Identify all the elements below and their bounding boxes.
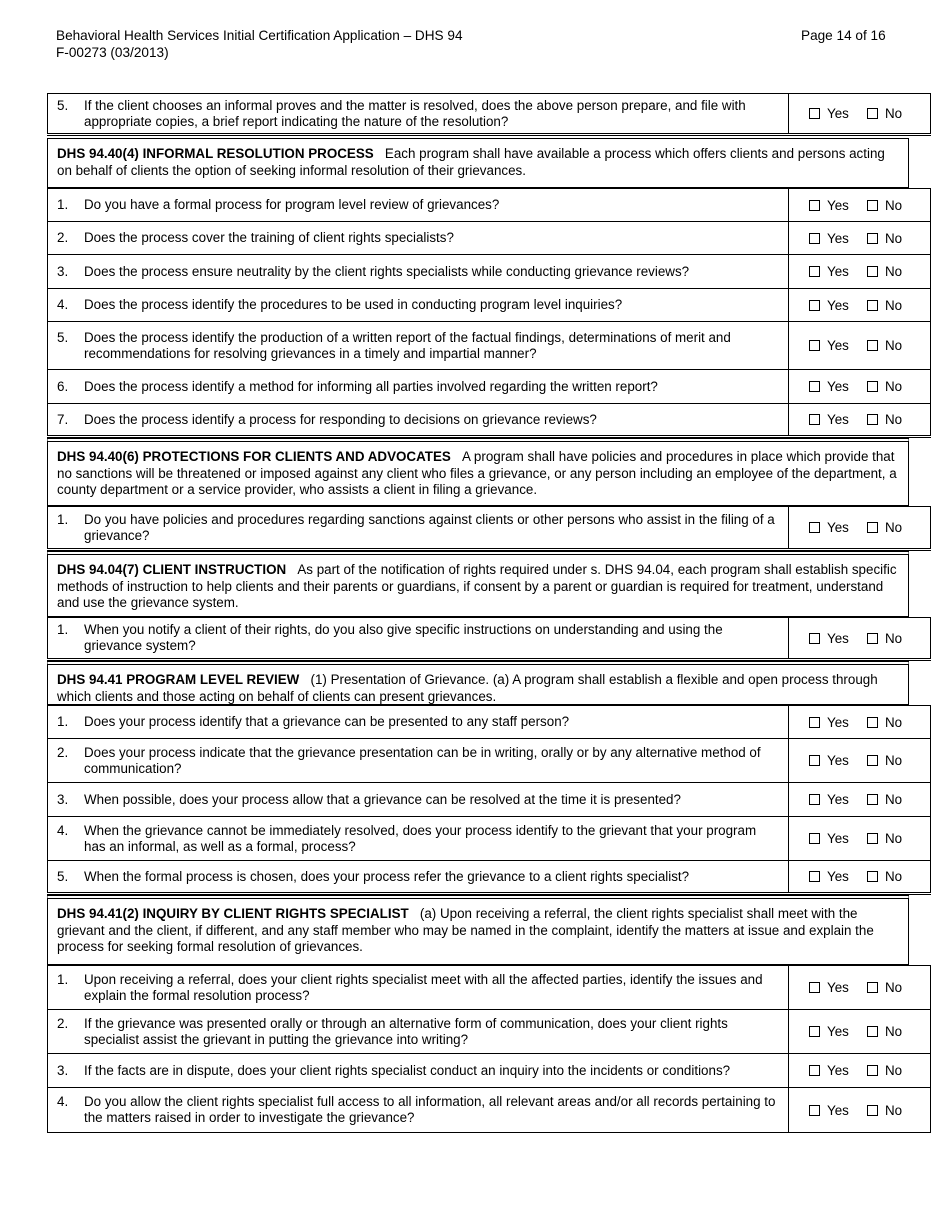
section-intro-text: (a) Upon receiving a referral, the client rights specialist shall meet with the grievant and the client, if different, and any staff member who may be named in the complaint, identify the matters at issue and explain the process for seeking formal resolution of grievances.: [57, 906, 874, 954]
yes-option[interactable]: Yes: [809, 869, 853, 884]
no-checkbox[interactable]: [867, 794, 878, 805]
question-text: When possible, does your process allow that a grievance can be resolved at the time it is presented?: [84, 791, 681, 807]
yes-checkbox[interactable]: [809, 266, 820, 277]
question-number: 5.: [57, 868, 69, 884]
question-text: Do you allow the client rights specialist full access to all information, all relevant areas and/or all records pertaining to the matters raised in order to investigate the grievance?: [84, 1094, 776, 1125]
no-option[interactable]: No: [867, 106, 911, 121]
yes-option[interactable]: Yes: [809, 338, 853, 353]
yes-option[interactable]: Yes: [809, 1063, 853, 1078]
yes-checkbox[interactable]: [809, 340, 820, 351]
no-checkbox[interactable]: [867, 1065, 878, 1076]
question-row: [48, 618, 931, 660]
yes-checkbox[interactable]: [809, 200, 820, 211]
yes-option[interactable]: Yes: [809, 520, 853, 535]
yes-checkbox[interactable]: [809, 982, 820, 993]
section-intro-text: A program shall have policies and procedures in place which provide that no sanctions will be threatened or imposed against any client who files a grievance, or any person including an employee of the department, a county department or a service provider, who assists a client in filing a grievance.: [57, 449, 897, 497]
question-number: 3.: [57, 791, 69, 807]
question-text: Do you have a formal process for program level review of grievances?: [84, 197, 500, 212]
yes-checkbox[interactable]: [809, 522, 820, 533]
question-row: [48, 1088, 931, 1133]
question-row: [48, 783, 931, 817]
question-text: Does the process identify a process for responding to decisions on grievance reviews?: [84, 411, 597, 427]
question-row: [48, 255, 931, 289]
question-number: 1.: [57, 622, 69, 637]
question-row: [48, 289, 931, 322]
continued-question-block: [47, 93, 909, 136]
yes-option[interactable]: Yes: [809, 231, 853, 246]
yes-checkbox[interactable]: [809, 633, 820, 644]
question-row: [48, 706, 931, 739]
no-checkbox[interactable]: [867, 266, 878, 277]
no-option[interactable]: No: [867, 1063, 911, 1078]
no-checkbox[interactable]: [867, 414, 878, 425]
question-number: 6.: [57, 378, 69, 394]
question-row: [48, 370, 931, 404]
yes-option[interactable]: Yes: [809, 298, 853, 313]
no-checkbox[interactable]: [867, 982, 878, 993]
question-row: [48, 189, 931, 222]
question-row: [48, 1010, 931, 1054]
no-option[interactable]: No: [867, 379, 911, 394]
yes-option[interactable]: Yes: [809, 1024, 853, 1039]
section-code: DHS 94.40(6) PROTECTIONS FOR CLIENTS AND ADVOCATES: [57, 449, 451, 464]
question-text: If the facts are in dispute, does your client rights specialist conduct an inquiry into the incidents or conditions?: [84, 1062, 731, 1078]
yes-option[interactable]: Yes: [809, 715, 853, 730]
yes-checkbox[interactable]: [809, 1065, 820, 1076]
yes-checkbox[interactable]: [809, 755, 820, 766]
no-checkbox[interactable]: [867, 300, 878, 311]
question-number: 1.: [57, 511, 69, 527]
section-code: DHS 94.40(4) INFORMAL RESOLUTION PROCESS: [57, 146, 374, 161]
no-option[interactable]: No: [867, 264, 911, 279]
no-option[interactable]: No: [867, 338, 911, 353]
section-block: [47, 438, 909, 551]
question-number: 7.: [57, 411, 69, 427]
question-row: [48, 94, 931, 135]
yes-option[interactable]: Yes: [809, 379, 853, 394]
section-intro: [47, 661, 909, 705]
section-intro: [47, 438, 909, 506]
no-checkbox[interactable]: [867, 755, 878, 766]
form-number: F-00273 (03/2013): [56, 45, 169, 60]
yes-option[interactable]: Yes: [809, 831, 853, 846]
question-number: 5.: [57, 329, 69, 345]
yes-option[interactable]: Yes: [809, 264, 853, 279]
question-text: If the client chooses an informal proves and the matter is resolved, does the above person prepare, and file with appropriate copies, a brief report indicating the nature of the resolution?: [84, 97, 746, 129]
question-text: When the grievance cannot be immediately resolved, does your process identify to the grievant that your program has an informal, as well as a formal, process?: [84, 822, 757, 854]
no-option[interactable]: No: [867, 1103, 911, 1118]
no-option[interactable]: No: [867, 792, 911, 807]
section-intro-text: As part of the notification of rights required under s. DHS 94.04, each program shall establish specific methods of instruction to help clients and their parents or guardians, if consent by a parent or guardian is required for treatment, understand and use the grievance system.: [57, 562, 897, 610]
form-sections: [47, 138, 909, 1133]
question-text: Does your process identify that a grievance can be presented to any staff person?: [84, 714, 570, 729]
section-intro: [47, 138, 909, 188]
question-text: Does the process identify the production of a written report of the factual findings, determinations of merit and recommendations for resolving grievances in a timely and impartial manner?: [84, 329, 731, 361]
section-intro: [47, 551, 909, 617]
yes-option[interactable]: Yes: [809, 631, 853, 646]
question-number: 2.: [57, 744, 69, 760]
question-text: Does the process identify a method for informing all parties involved regarding the written report?: [84, 378, 658, 394]
yes-checkbox[interactable]: [809, 871, 820, 882]
no-option[interactable]: No: [867, 869, 911, 884]
yes-option[interactable]: Yes: [809, 980, 853, 995]
question-number: 2.: [57, 230, 69, 245]
no-checkbox[interactable]: [867, 381, 878, 392]
section-block: [47, 661, 909, 895]
question-number: 4.: [57, 1094, 69, 1109]
section-code: DHS 94.41(2) INQUIRY BY CLIENT RIGHTS SPECIALIST: [57, 906, 409, 921]
question-text: Does the process ensure neutrality by the client rights specialists while conducting grievance reviews?: [84, 263, 690, 279]
question-text: Does your process indicate that the grievance presentation can be in writing, orally or by any alternative method of communication?: [84, 744, 761, 776]
yes-option[interactable]: Yes: [809, 198, 853, 213]
yes-option[interactable]: Yes: [809, 792, 853, 807]
yes-checkbox[interactable]: [809, 833, 820, 844]
yes-option[interactable]: Yes: [809, 412, 853, 427]
section-code: DHS 94.41 PROGRAM LEVEL REVIEW: [57, 672, 300, 687]
question-row: [48, 861, 931, 894]
no-checkbox[interactable]: [867, 108, 878, 119]
yes-checkbox[interactable]: [809, 1105, 820, 1116]
yes-checkbox[interactable]: [809, 794, 820, 805]
no-checkbox[interactable]: [867, 633, 878, 644]
no-checkbox[interactable]: [867, 1026, 878, 1037]
yes-checkbox[interactable]: [809, 300, 820, 311]
no-option[interactable]: No: [867, 412, 911, 427]
yes-option[interactable]: Yes: [809, 753, 853, 768]
question-text: When the formal process is chosen, does your process refer the grievance to a client rights specialist?: [84, 868, 690, 884]
no-option[interactable]: No: [867, 198, 911, 213]
question-number: 3.: [57, 263, 69, 279]
question-row: [48, 817, 931, 861]
yes-checkbox[interactable]: [809, 1026, 820, 1037]
yes-checkbox[interactable]: [809, 414, 820, 425]
question-row: [48, 739, 931, 783]
no-checkbox[interactable]: [867, 871, 878, 882]
question-number: 1.: [57, 971, 69, 987]
question-number: 4.: [57, 822, 69, 838]
no-checkbox[interactable]: [867, 717, 878, 728]
section-intro-text: Each program shall have available a process which offers clients and persons acting on behalf of clients the option of seeking informal resolution of their grievances.: [57, 146, 885, 178]
no-option[interactable]: No: [867, 980, 911, 995]
form-title: Behavioral Health Services Initial Certification Application – DHS 94: [56, 28, 463, 43]
page-header: [56, 27, 463, 61]
yes-option[interactable]: Yes: [809, 1103, 853, 1118]
question-text: If the grievance was presented orally or through an alternative form of communication, does your client rights specialist assist the grievant in putting the grievance into writing?: [84, 1015, 728, 1047]
no-option[interactable]: No: [867, 1024, 911, 1039]
question-number: 1.: [57, 197, 69, 212]
yes-checkbox[interactable]: [809, 381, 820, 392]
no-option[interactable]: No: [867, 831, 911, 846]
question-row: [48, 966, 931, 1010]
no-option[interactable]: No: [867, 753, 911, 768]
page-number: Page 14 of 16: [801, 28, 886, 43]
question-row: [48, 404, 931, 437]
section-intro-text: (1) Presentation of Grievance. (a) A program shall establish a flexible and open process through which clients and those acting on behalf of clients can present grievances.: [57, 672, 878, 704]
question-row: [48, 507, 931, 550]
section-block: [47, 551, 909, 661]
question-row: [48, 1054, 931, 1088]
question-text: Do you have policies and procedures regarding sanctions against clients or other persons who assist in the filing of a grievance?: [84, 511, 775, 543]
no-option[interactable]: No: [867, 520, 911, 535]
no-checkbox[interactable]: [867, 233, 878, 244]
question-number: 2.: [57, 1015, 69, 1031]
no-checkbox[interactable]: [867, 1105, 878, 1116]
question-number: 4.: [57, 297, 69, 312]
question-text: Does the process cover the training of client rights specialists?: [84, 230, 454, 245]
section-block: [47, 138, 909, 438]
question-number: 5.: [57, 97, 69, 113]
no-option[interactable]: No: [867, 631, 911, 646]
question-number: 1.: [57, 714, 69, 729]
question-text: When you notify a client of their rights, do you also give specific instructions on understanding and using the grievance system?: [84, 622, 723, 653]
yes-checkbox[interactable]: [809, 233, 820, 244]
yes-checkbox[interactable]: [809, 717, 820, 728]
no-checkbox[interactable]: [867, 340, 878, 351]
question-row: [48, 322, 931, 370]
no-checkbox[interactable]: [867, 200, 878, 211]
yes-checkbox[interactable]: [809, 108, 820, 119]
question-text: Does the process identify the procedures to be used in conducting program level inquiries?: [84, 297, 623, 312]
yes-option[interactable]: Yes: [809, 106, 853, 121]
question-number: 3.: [57, 1062, 69, 1078]
no-checkbox[interactable]: [867, 522, 878, 533]
question-text: Upon receiving a referral, does your client rights specialist meet with all the affected parties, identify the issues and explain the formal resolution process?: [84, 971, 763, 1003]
no-option[interactable]: No: [867, 231, 911, 246]
question-row: [48, 222, 931, 255]
section-block: [47, 895, 909, 1133]
no-option[interactable]: No: [867, 715, 911, 730]
section-code: DHS 94.04(7) CLIENT INSTRUCTION: [57, 562, 287, 577]
no-checkbox[interactable]: [867, 833, 878, 844]
no-option[interactable]: No: [867, 298, 911, 313]
section-intro: [47, 895, 909, 965]
